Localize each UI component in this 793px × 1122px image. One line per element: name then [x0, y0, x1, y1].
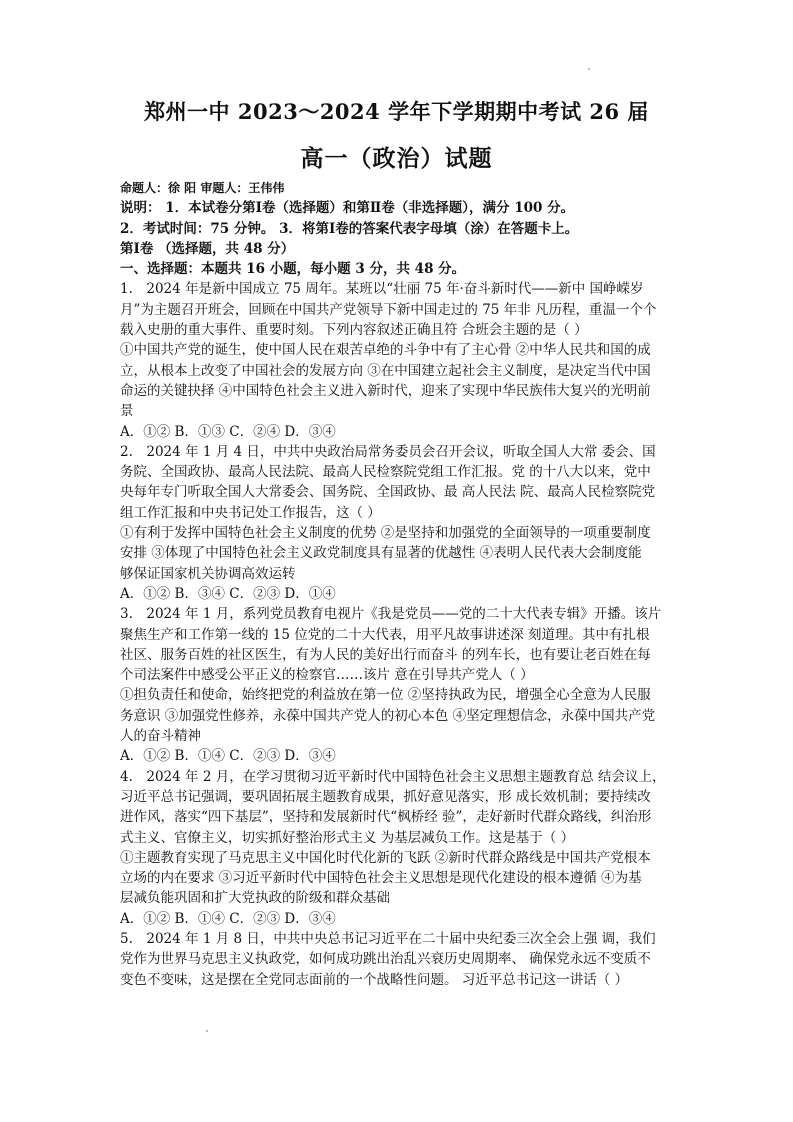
question-text-line: 个司法案件中感受公平正义的检察官……该片 意在引导共产党人（ ） [120, 667, 534, 684]
answer-options: A．①② B．①④ C．②③ D．③④ [120, 910, 336, 927]
question-text-line: 党作为世界马克思主义执政党，如何成功跳出治乱兴衰历史周期率、 确保党永远不变质不 [120, 951, 651, 968]
question-text-line: 习近平总书记强调，要巩固拓展主题教育成果，抓好意见落实，形 成长效机制；要持续改 [120, 788, 651, 805]
question-text-line: 2. 2024 年 1 月 4 日，中共中央政治局常务委员会召开会议，听取全国人大常 委会、国 [120, 443, 656, 460]
answer-options: A．①② B．①③ C．②④ D．③④ [120, 423, 336, 440]
part-heading: 第Ⅰ卷 （选择题，共 48 分） [120, 240, 295, 257]
scan-speck [206, 1030, 208, 1032]
question-block [120, 442, 680, 604]
authors-line: 命题人：徐 阳 审题人：王伟伟 [120, 181, 285, 195]
scan-speck [588, 68, 590, 70]
question-text-line: 立，从根本上改变了中国社会的发展方向 ③在中国建立起社会主义制度，是决定当代中国 [120, 362, 651, 379]
question-text-line: 聚焦生产和工作第一线的 15 位党的二十大代表，用平凡故事讲述深 刻道理。其中有扎根 [120, 626, 650, 643]
question-block [120, 929, 680, 990]
question-text-line: ①担负责任和使命，始终把党的利益放在第一位 ②坚持执政为民，增强全心全意为人民服 [120, 687, 651, 704]
question-text-line: 月”为主题召开班会，回顾在中国共产党领导下新中国走过的 75 年非 凡历程，重温一个个 [120, 301, 657, 318]
question-block [120, 604, 680, 766]
question-text-line: 载入史册的重大事件、重要时刻。下列内容叙述正确且符 合班会主题的是（ ） [120, 322, 588, 339]
question-text-line: 够保证国家机关协调高效运转 [120, 565, 296, 582]
question-text-line: 5. 2024 年 1 月 8 日，中共中央总书记习近平在二十届中央纪委三次全会上强 调，我们 [120, 930, 656, 947]
question-text-line: 层减负能巩固和扩大党执政的阶级和群众基础 [120, 890, 390, 907]
question-block [120, 279, 680, 441]
question-text-line: ①中国共产党的诞生，使中国人民在艰苦卓绝的斗争中有了主心骨 ②中华人民共和国的成 [120, 342, 651, 359]
question-text-line: 命运的关键抉择 ④中国特色社会主义进入新时代，迎来了实现中华民族伟大复兴的光明前 [120, 382, 651, 399]
section-heading: 一、选择题：本题共 16 小题，每小题 3 分，共 48 分。 [120, 261, 466, 278]
question-text-line: 景 [120, 403, 134, 420]
question-text-line: ①主题教育实现了马克思主义中国化时代化新的飞跃 ②新时代群众路线是中国共产党根本 [120, 849, 651, 866]
exam-subtitle: 高一（政治）试题 [300, 145, 493, 172]
question-text-line: 安排 ③体现了中国特色社会主义政党制度具有显著的优越性 ④表明人民代表大会制度能 [120, 545, 642, 562]
question-text-line: 进作风，落实“四下基层”，坚持和发展新时代“枫桥经 验”，走好新时代群众路线，纠治形 [120, 809, 652, 826]
question-text-line: 1. 2024 年是新中国成立 75 周年。某班以“壮丽 75 年·奋斗新时代——新中 国峥嵘岁 [120, 281, 644, 298]
question-text-line: 组工作汇报和中央书记处工作报告，这（ ） [120, 504, 381, 521]
question-list [120, 279, 680, 989]
question-text-line: 变色不变味，这是摆在全党同志面前的一个战略性问题。 习近平总书记这一讲话（ ） [120, 971, 629, 988]
question-text-line: 立场的内在要求 ③习近平新时代中国特色社会主义思想是现代化建设的根本遵循 ④为基 [120, 870, 642, 887]
question-text-line: 3. 2024 年 1 月，系列党员教育电视片《我是党员——党的二十大代表专辑》开播。该片 [120, 606, 662, 623]
instructions-line-1: 说明： 1．本试卷分第Ⅰ卷（选择题）和第Ⅱ卷（非选择题），满分 100 分。 [120, 200, 575, 217]
answer-options: A．①② B．①④ C．②③ D．③④ [120, 748, 336, 765]
question-text-line: 4. 2024 年 2 月，在学习贯彻习近平新时代中国特色社会主义思想主题教育总 结会议上， [120, 768, 666, 785]
question-block [120, 767, 680, 929]
question-text-line: 社区、服务百姓的社区医生，有为人民的美好出行而奋斗 的列车长，也有要让老百姓在每 [120, 646, 651, 663]
question-text-line: 务意识 ③加强党性修养，永葆中国共产党人的初心本色 ④坚定理想信念，永葆中国共产党 [120, 707, 656, 724]
exam-title: 郑州一中 2023～2024 学年下学期期中考试 26 届 [144, 99, 649, 124]
question-text-line: 央每年专门听取全国人大常委会、国务院、全国政协、最 高人民法 院、最高人民检察院党 [120, 484, 656, 501]
question-text-line: 务院、全国政协、最高人民法院、最高人民检察院党组工作汇报。党 的十八大以来，党中 [120, 464, 651, 481]
instructions-line-2: 2．考试时间：75 分钟。 3．将第Ⅰ卷的答案代表字母填（涂）在答题卡上。 [120, 220, 579, 237]
exam-body [120, 178, 680, 990]
answer-options: A．①② B．③④ C．②③ D．①④ [120, 585, 336, 602]
question-text-line: 式主义、官僚主义，切实抓好整治形式主义 为基层减负工作。这是基于（ ） [120, 829, 575, 846]
question-text-line: ①有利于发挥中国特色社会主义制度的优势 ②是坚持和加强党的全面领导的一项重要制度 [120, 525, 651, 542]
question-text-line: 人的奋斗精神 [120, 728, 201, 745]
